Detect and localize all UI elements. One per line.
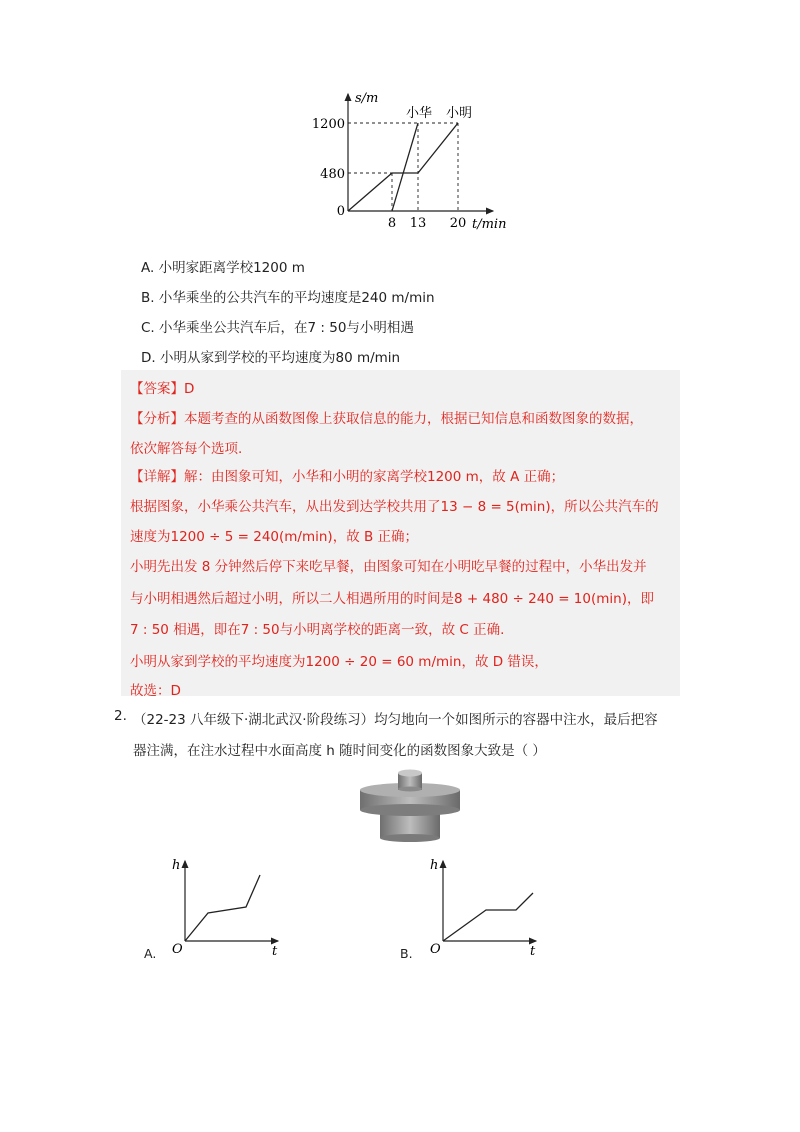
y-axis-label: s/m [355,91,379,106]
analysis-line-2: 依次解答每个选项. [130,441,243,457]
xiaoming-label: 小明 [446,106,473,121]
y-tick-1200: 1200 [311,117,345,132]
detail-line-4: 小明先出发 8 分钟然后停下来吃早餐，由图象可知在小明吃早餐的过程中，小华出发并 [130,559,647,575]
curve-b [443,893,533,941]
option-a: A. 小明家距离学校1200 m [141,260,305,276]
question-line-1: （22-23 八年级下·湖北武汉·阶段练习）均匀地向一个如图所示的容器中注水，最后把容 [133,712,658,728]
detail-line-7: 小明从家到学校的平均速度为1200 ÷ 20 = 60 m/min，故 D 错误， [130,654,548,670]
answer-line: 【答案】D [130,381,195,397]
xiaoming-line [348,123,458,211]
x-axis-label: t/min [472,217,507,232]
curve-a [185,875,260,941]
y-tick-480: 480 [320,167,345,182]
mini-graph-b [418,855,548,960]
x-tick-20: 20 [449,216,467,231]
xiaohua-label: 小华 [406,106,433,121]
x-tick-13: 13 [409,216,427,231]
detail-line-3: 速度为1200 ÷ 5 = 240(m/min)，故 B 正确； [130,529,419,545]
detail-line-6: 7 : 50 相遇，即在7 : 50与小明离学校的距离一致，故 C 正确. [130,622,505,638]
option-b: B. 小华乘坐的公共汽车的平均速度是240 m/min [141,290,435,306]
analysis-line-1: 【分析】本题考查的从函数图像上获取信息的能力，根据已知信息和函数图象的数据， [130,411,643,427]
option-b-label: B. [400,946,413,961]
h-label-a: h [172,858,181,873]
detail-line-2: 根据图象，小华乘公共汽车，从出发到达学校共用了13 − 8 = 5(min)，所以公共汽车的 [130,499,659,515]
o-label-a: O [172,942,183,957]
option-a-label: A. [144,946,157,961]
t-label-b: t [530,944,536,959]
question-line-2: 器注满，在注水过程中水面高度 h 随时间变化的函数图象大致是（ ） [133,743,546,759]
option-c: C. 小华乘坐公共汽车后，在7 : 50与小明相遇 [141,320,414,336]
o-label-b: O [430,942,441,957]
origin-label: 0 [336,204,345,219]
t-label-a: t [272,944,278,959]
detail-line-8: 故选：D [130,683,181,699]
xiaohua-line [392,123,418,211]
detail-line-5: 与小明相遇然后超过小明，所以二人相遇所用的时间是8 + 480 ÷ 240 = 10(min)，即 [130,591,654,607]
question-number: 2. [114,708,127,724]
container-illustration [358,768,462,848]
option-d: D. 小明从家到学校的平均速度为80 m/min [141,350,401,366]
mini-graph-a [160,855,290,960]
x-tick-8: 8 [387,216,397,231]
distance-time-graph [300,88,520,238]
h-label-b: h [430,858,439,873]
detail-line-1: 【详解】解：由图象可知，小华和小明的家离学校1200 m，故 A 正确； [130,469,565,485]
